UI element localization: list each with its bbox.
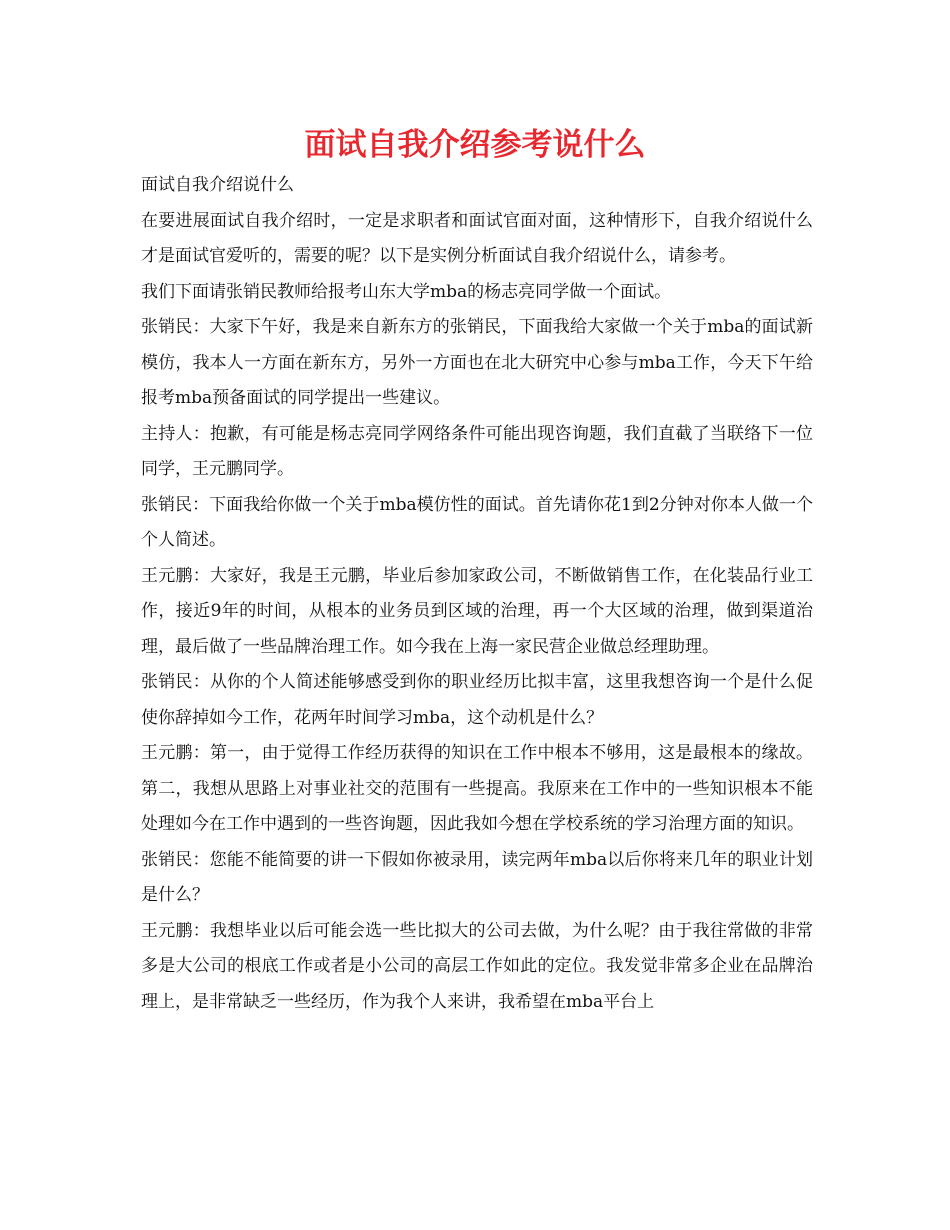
paragraph-dialogue: 张销民：下面我给你做一个关于mba模仿性的面试。首先请你花1到2分钟对你本人做一个个人简述。 <box>141 494 813 550</box>
paragraph-setup: 我们下面请张销民教师给报考山东大学mba的杨志亮同学做一个面试。 <box>141 281 672 302</box>
paragraph-dialogue: 主持人：抱歉，有可能是杨志亮同学网络条件可能出现咨询题，我们直截了当联络下一位同学，王元鹏同学。 <box>141 423 813 479</box>
paragraph-subtitle: 面试自我介绍说什么 <box>141 175 294 195</box>
document-body <box>141 168 813 1020</box>
paragraph-dialogue: 王元鹏：大家好，我是王元鹏，毕业后参加家政公司，不断做销售工作，在化装品行业工作，接近9年的时间，从根本的业务员到区域的治理，再一个大区域的治理，做到渠道治理，最后做了一些品牌治理工作。如今我在上海一家民营企业做总经理助理。 <box>141 565 813 657</box>
paragraph-dialogue: 王元鹏：第一，由于觉得工作经历获得的知识在工作中根本不够用，这是最根本的缘故。第二，我想从思路上对事业社交的范围有一些提高。我原来在工作中的一些知识根本不能处理如今在工作中遇到的一些咨询题，因此我如今想在学校系统的学习治理方面的知识。 <box>141 743 813 834</box>
paragraph-intro: 在要进展面试自我介绍时，一定是求职者和面试官面对面，这种情形下，自我介绍说什么才是面试官爱听的，需要的呢？以下是实例分析面试自我介绍说什么，请参考。 <box>141 210 813 266</box>
paragraph-dialogue: 张销民：从你的个人简述能够感受到你的职业经历比拟丰富，这里我想咨询一个是什么促使你辞掉如今工作，花两年时间学习mba，这个动机是什么？ <box>141 672 813 728</box>
paragraph-dialogue: 王元鹏：我想毕业以后可能会选一些比拟大的公司去做，为什么呢？由于我往常做的非常多是大公司的根底工作或者是小公司的高层工作如此的定位。我发觉非常多企业在品牌治理上，是非常缺乏一些经历，作为我个人来讲，我希望在mba平台上 <box>141 920 813 1012</box>
paragraph-dialogue: 张销民：大家下午好，我是来自新东方的张销民，下面我给大家做一个关于mba的面试新模仿，我本人一方面在新东方，另外一方面也在北大研究中心参与mba工作，今天下午给报考mba预备面试的同学提出一些建议。 <box>141 317 813 408</box>
paragraph-dialogue: 张销民：您能不能简要的讲一下假如你被录用，读完两年mba以后你将来几年的职业计划是什么？ <box>141 849 813 905</box>
document-title: 面试自我介绍参考说什么 <box>304 127 646 163</box>
